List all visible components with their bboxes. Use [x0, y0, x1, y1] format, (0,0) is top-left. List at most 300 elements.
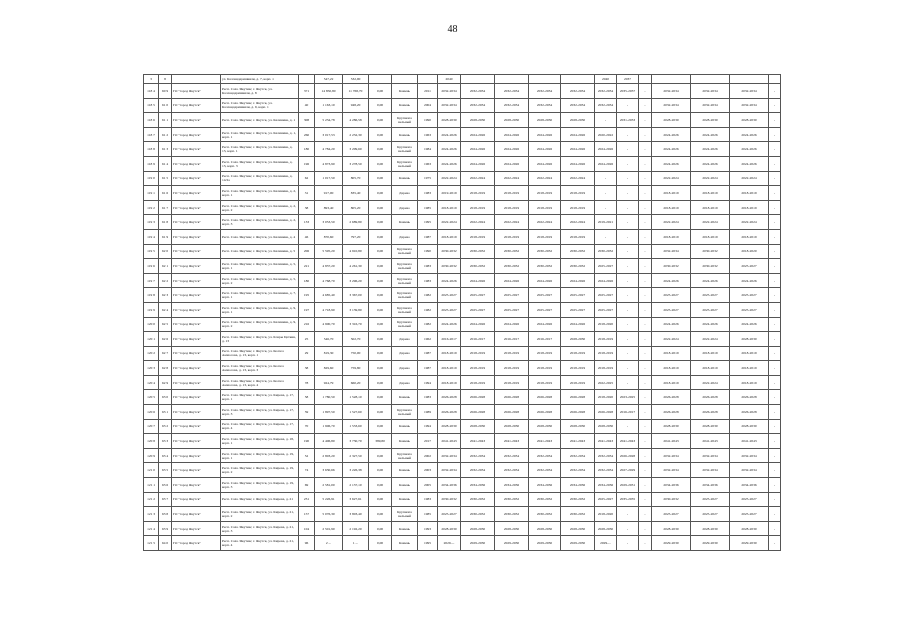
table-cell: 2028-2030 — [691, 113, 730, 128]
table-cell: 502,70 — [343, 332, 369, 347]
table-cell: 2018-2019 — [595, 332, 617, 347]
table-cell: - — [617, 259, 639, 274]
table-cell: 157 — [299, 507, 315, 522]
table-cell: 62 8 — [159, 361, 172, 376]
table-cell: 2035-2037 — [617, 84, 639, 99]
table-cell: 2018-2019 — [438, 361, 461, 376]
table-cell: 2026-2028 — [461, 390, 495, 405]
table-cell: 819,30 — [315, 346, 343, 361]
table-cell: 2018-2019 — [652, 346, 691, 361]
table-cell: Респ. Саха /Якутия/, г. Якутск, ул. Кирова, д. 18, корп. 1 — [221, 434, 299, 449]
table-cell: ГО "город Якутск" — [172, 186, 221, 201]
table-cell: - — [769, 332, 781, 347]
table-cell: 2028-2030 — [438, 419, 461, 434]
table-cell: 2025-2027 — [495, 302, 529, 317]
table-cell: Респ. Саха /Якутия/, г. Якутск, ул. Калландаришвили, д. 8 — [221, 84, 299, 99]
table-cell: Дерево — [392, 332, 418, 347]
table-cell: 2030-2032 — [691, 244, 730, 259]
table-cell: 120 1 — [144, 332, 159, 347]
table-cell: - — [595, 113, 617, 128]
table-row — [144, 434, 781, 449]
table-cell: 2026-2028 — [561, 405, 595, 420]
table-cell: Крупнопа нельный — [392, 113, 418, 128]
table-cell: 0,00 — [369, 332, 392, 347]
table-cell: - — [639, 507, 652, 522]
table-cell: 0,00 — [369, 419, 392, 434]
table-cell: 2024-2026 — [529, 317, 561, 332]
table-cell: - — [617, 142, 639, 157]
table-cell: 0,00 — [369, 375, 392, 390]
table-cell: 3 053,50 — [315, 215, 343, 230]
table-cell: ГО "город Якутск" — [172, 273, 221, 288]
table-cell: 2024-2026 — [561, 156, 595, 171]
table-cell: 2016-2017 — [461, 332, 495, 347]
table-cell: - — [639, 273, 652, 288]
table-cell: 197 — [299, 302, 315, 317]
table-row — [144, 288, 781, 303]
table-cell: 1990 — [418, 113, 438, 128]
table-cell: 2023-2025 — [617, 390, 639, 405]
table-cell: 2018-2019 — [595, 361, 617, 376]
table-cell: 2032-2034 — [561, 463, 595, 478]
table-cell: - — [769, 419, 781, 434]
table-cell: 2022-2024 — [691, 215, 730, 230]
table-cell: 2024-2026 — [461, 317, 495, 332]
table-cell: 1995 — [418, 536, 438, 551]
table-cell: 2018-2019 — [495, 361, 529, 376]
table-cell — [495, 75, 529, 84]
table-cell: 2025-2027 — [461, 302, 495, 317]
table-cell: 0,00 — [369, 113, 392, 128]
table-cell: 2 501,90 — [315, 521, 343, 536]
table-cell: Респ. Саха /Якутия/, г. Якутск, ул. Кирова, д. 17, корп. 4 — [221, 419, 299, 434]
table-cell: 119 8 — [144, 288, 159, 303]
table-cell: 2030-2032 — [495, 259, 529, 274]
table-cell: - — [769, 244, 781, 259]
table-row — [144, 273, 781, 288]
table-cell: 4 873,90 — [315, 156, 343, 171]
table-cell: 2018-2019 — [461, 229, 495, 244]
table-cell: 62 6 — [159, 332, 172, 347]
table-cell: 660,20 — [343, 375, 369, 390]
table-cell: - — [639, 390, 652, 405]
table-cell: 2026-2028 — [652, 405, 691, 420]
table-cell: 2028-2030 — [561, 521, 595, 536]
table-cell: 2022-2024 — [495, 215, 529, 230]
table-cell: - — [617, 375, 639, 390]
table-cell: - — [769, 113, 781, 128]
table-cell: 118 9 — [144, 156, 159, 171]
table-cell: 2030-2032 — [461, 259, 495, 274]
table-cell: 2032-2034 — [691, 98, 730, 113]
table-cell: 5 234,78 — [315, 113, 343, 128]
table-cell: - — [595, 229, 617, 244]
table-cell: 2022-2024 — [561, 215, 595, 230]
table-cell: 2018-2019 — [529, 229, 561, 244]
table-cell: 2029-... — [595, 536, 617, 551]
table-cell: 2018-2019 — [438, 375, 461, 390]
table-cell: Респ. Саха /Якутия/, г. Якутск, ул. Калинина, д. 4 — [221, 229, 299, 244]
table-cell: Крупнопа нельный — [392, 288, 418, 303]
table-cell: 180 — [299, 142, 315, 157]
table-cell: 2032-2034 — [495, 98, 529, 113]
table-cell: 1995 — [418, 215, 438, 230]
table-cell: 2024-2026 — [730, 142, 769, 157]
table-cell: 4 768,70 — [315, 273, 343, 288]
table-cell: 389,80 — [369, 434, 392, 449]
table-cell: 2018-2019 — [438, 200, 461, 215]
table-cell: 2028-2030 — [561, 419, 595, 434]
table-cell: 1993 — [418, 521, 438, 536]
table-cell: 2024-2026 — [730, 156, 769, 171]
table-cell: 2028-2030 — [529, 113, 561, 128]
table-cell: 2 192,20 — [343, 521, 369, 536]
table-row — [144, 156, 781, 171]
table-cell: - — [769, 536, 781, 551]
table-cell: 2025-2027 — [438, 288, 461, 303]
table-cell: 2028-2030 — [461, 113, 495, 128]
table-cell: 0,00 — [369, 361, 392, 376]
table-cell: 1989 — [418, 405, 438, 420]
table-cell: 120 5 — [144, 390, 159, 405]
table-cell: 2025-2027 — [561, 288, 595, 303]
table-cell: 2025-2027 — [461, 288, 495, 303]
table-cell: 74 — [299, 463, 315, 478]
table-cell: 2032-2034 — [495, 463, 529, 478]
table-cell: 2026-2028 — [730, 405, 769, 420]
table-cell: 2025-2027 — [691, 492, 730, 507]
table-cell: 2016-2017 — [495, 332, 529, 347]
table-cell: 118 8 — [144, 142, 159, 157]
table-cell — [392, 75, 418, 84]
table-cell: 121 2 — [144, 492, 159, 507]
table-cell: 2034-2036 — [595, 478, 617, 493]
table-cell: 2 ... — [315, 536, 343, 551]
table-cell: 62 9 — [159, 375, 172, 390]
table-cell: 120 6 — [144, 405, 159, 420]
table-cell: 0,00 — [369, 127, 392, 142]
table-cell: - — [639, 536, 652, 551]
table-cell: 119 1 — [144, 186, 159, 201]
table-cell: 62 — [299, 171, 315, 186]
table-cell: 63 1 — [159, 405, 172, 420]
table-cell: 2030-2032 — [461, 507, 495, 522]
table-cell: 2022-2024 — [438, 215, 461, 230]
table-cell: 2032-2034 — [652, 98, 691, 113]
table-cell: - — [617, 215, 639, 230]
table-cell: 1982 — [418, 317, 438, 332]
table-cell: 180 — [299, 273, 315, 288]
table-cell: 2034-2036 — [461, 478, 495, 493]
table-cell: - — [617, 332, 639, 347]
table-cell: 2018-2019 — [595, 346, 617, 361]
table-row — [144, 507, 781, 522]
table-cell: 2032-2034 — [595, 448, 617, 463]
table-cell: 2040 — [438, 75, 461, 84]
table-cell: - — [617, 536, 639, 551]
table-cell: 4 685,40 — [315, 288, 343, 303]
table-cell: 3 630,66 — [315, 463, 343, 478]
table-cell: 2022-2024 — [691, 171, 730, 186]
table-row — [144, 113, 781, 128]
table-cell: Респ. Саха /Якутия/, г. Якутск, ул. Калинина, д. 7, корп. 1 — [221, 288, 299, 303]
table-cell: 61 9 — [159, 229, 172, 244]
table-cell: 2024-2026 — [438, 273, 461, 288]
table-cell: - — [639, 375, 652, 390]
table-cell: 1975 — [418, 171, 438, 186]
table-cell: 2028-2030 — [438, 113, 461, 128]
table-cell: Камень — [392, 419, 418, 434]
table-cell: 2041-2043 — [730, 434, 769, 449]
table-cell: 2024-2026 — [691, 156, 730, 171]
table-cell: 805,70 — [343, 171, 369, 186]
table-cell: 4 718,90 — [315, 302, 343, 317]
table-cell: 2026-2028 — [652, 390, 691, 405]
table-cell: 2025-2027 — [730, 492, 769, 507]
table-cell: 2024-2026 — [561, 317, 595, 332]
table-cell: 2027-2029 — [617, 463, 639, 478]
table-cell: 120 3 — [144, 361, 159, 376]
table-cell: 2018-2019 — [561, 186, 595, 201]
table-cell: 2018-2019 — [730, 346, 769, 361]
table-cell: 2028-2030 — [529, 521, 561, 536]
table-cell: 2032-2034 — [495, 84, 529, 99]
table-cell: 0,00 — [369, 507, 392, 522]
table-cell: 1983 — [418, 259, 438, 274]
table-cell: 0,00 — [369, 84, 392, 99]
table-cell: 2028-2030 — [652, 113, 691, 128]
table-cell: 3 226,38 — [343, 463, 369, 478]
table-cell: 0,00 — [369, 390, 392, 405]
table-cell — [561, 75, 595, 84]
table-cell: 2029-2030 — [495, 536, 529, 551]
table-cell: 2029-2030 — [730, 536, 769, 551]
table-cell: 2018-2019 — [730, 200, 769, 215]
table-cell: 2030-2032 — [561, 244, 595, 259]
table-cell: 0,00 — [369, 448, 392, 463]
table-cell: 31 — [299, 186, 315, 201]
table-cell: - — [639, 332, 652, 347]
table-cell: 948,20 — [343, 98, 369, 113]
table-cell: 38 — [299, 200, 315, 215]
table-cell: 2024-2026 — [529, 142, 561, 157]
table-cell: - — [769, 142, 781, 157]
table-cell: - — [639, 361, 652, 376]
table-cell: 2030-2032 — [561, 259, 595, 274]
table-cell: 2025-2027 — [438, 302, 461, 317]
table-cell: 870,60 — [315, 229, 343, 244]
table-cell: - — [639, 288, 652, 303]
table-cell: 2018-2019 — [652, 186, 691, 201]
table-cell: 2018-2019 — [652, 229, 691, 244]
table-cell: - — [617, 186, 639, 201]
table-cell: 120 9 — [144, 448, 159, 463]
table-cell: Крупнопа нельный — [392, 259, 418, 274]
table-cell: 2 803,20 — [315, 448, 343, 463]
table-cell: 2029-2030 — [461, 536, 495, 551]
table-cell: 2018-2019 — [529, 200, 561, 215]
table-cell: 2032-2034 — [495, 448, 529, 463]
table-cell: 62 3 — [159, 288, 172, 303]
table-cell: 2024-2026 — [461, 273, 495, 288]
table-cell: Респ. Саха /Якутия/, г. Якутск, ул. Калинина, д. 9, корп. 1 — [221, 302, 299, 317]
table-cell: 2032-2034 — [529, 448, 561, 463]
table-cell: 2028-2030 — [730, 113, 769, 128]
table-cell: 2019-2019 — [438, 186, 461, 201]
table-cell: - — [769, 302, 781, 317]
table-cell: 64 0 — [159, 536, 172, 551]
table-cell: - — [639, 186, 652, 201]
table-cell: 2032-2034 — [691, 463, 730, 478]
table-cell: 2 689,80 — [343, 215, 369, 230]
table-cell: 2 327,50 — [343, 448, 369, 463]
table-cell: 2028-2030 — [730, 419, 769, 434]
table-row — [144, 186, 781, 201]
table-cell: 2022-2024 — [691, 375, 730, 390]
table-cell: ГО "город Якутск" — [172, 361, 221, 376]
table-cell: 25 — [299, 332, 315, 347]
table-cell: 2018-2019 — [461, 375, 495, 390]
table-cell: 2016-2017 — [438, 332, 461, 347]
table-cell: 61 7 — [159, 200, 172, 215]
table-cell: 2026-2028 — [529, 405, 561, 420]
table-cell: ГО "город Якутск" — [172, 215, 221, 230]
table-cell: 0,00 — [369, 521, 392, 536]
table-cell: Респ. Саха /Якутия/, г. Якутск, ул. Кирова, д. 21, корп. 4 — [221, 536, 299, 551]
table-row — [144, 332, 781, 347]
table-cell: - — [769, 478, 781, 493]
table-cell: 1 163,10 — [315, 98, 343, 113]
table-cell: 63 0 — [159, 390, 172, 405]
table-cell: 2032-2034 — [652, 448, 691, 463]
table-cell: 1 528,10 — [343, 390, 369, 405]
table-cell: - — [769, 361, 781, 376]
table-cell: 0,00 — [369, 142, 392, 157]
table-cell: - — [617, 346, 639, 361]
table-cell: 2025-2027 — [595, 288, 617, 303]
table-cell: 2018-2019 — [652, 361, 691, 376]
table-cell: 2024-2026 — [529, 127, 561, 142]
table-cell: 3 296,20 — [343, 273, 369, 288]
table-cell: 2025-2027 — [730, 507, 769, 522]
table-cell: 2024-2026 — [691, 142, 730, 157]
table-cell: Камень — [392, 521, 418, 536]
table-cell: 2029-2030 — [561, 536, 595, 551]
table-cell: Камень — [392, 215, 418, 230]
table-cell: 2018-2019 — [561, 346, 595, 361]
table-cell: 2018-2020 — [595, 390, 617, 405]
table-cell: - — [639, 215, 652, 230]
table-cell: 2024-2026 — [730, 317, 769, 332]
table-row — [144, 448, 781, 463]
table-cell: 0,00 — [369, 273, 392, 288]
table-cell: 2032-2034 — [529, 84, 561, 99]
table-cell: Респ. Саха /Якутия/, г. Якутск, ул. Калинина, д. 1 — [221, 113, 299, 128]
table-cell: 2022-2024 — [652, 171, 691, 186]
table-cell: 2022-2024 — [529, 215, 561, 230]
table-cell: Респ. Саха /Якутия/, г. Якутск, ул. Калинина, д. 13, корп. 3 — [221, 156, 299, 171]
table-cell: - — [769, 375, 781, 390]
table-cell: 2024-2026 — [652, 273, 691, 288]
table-cell: Респ. Саха /Якутия/, г. Якутск, ул. Кирова, д. 21, корп. 2 — [221, 507, 299, 522]
table-cell: 2018-2020 — [730, 244, 769, 259]
table-cell: Крупнопа нельный — [392, 507, 418, 522]
table-cell: - — [617, 244, 639, 259]
table-cell: 2024-2026 — [495, 273, 529, 288]
table-cell: - — [639, 463, 652, 478]
table-cell: 2025-2027 — [730, 288, 769, 303]
table-cell: 2029-... — [438, 536, 461, 551]
table-cell: 206 — [299, 244, 315, 259]
table-cell: 2030-2032 — [495, 507, 529, 522]
table-cell: 2018-2020 — [595, 317, 617, 332]
table-cell: 2018-2019 — [461, 361, 495, 376]
table-cell: 547,22 — [315, 75, 343, 84]
table-cell: Крупнопа нельный — [392, 317, 418, 332]
table-cell: 3 209,60 — [343, 142, 369, 157]
table-row — [144, 492, 781, 507]
table-cell: 308 — [299, 113, 315, 128]
table-cell: 59 — [299, 405, 315, 420]
table-cell: Респ. Саха /Якутия/, г. Якутск, ул. Кирова, д. 17, корп. 1 — [221, 390, 299, 405]
table-cell: - — [769, 229, 781, 244]
table-cell: 2032-2034 — [691, 84, 730, 99]
table-cell: ГО "город Якутск" — [172, 142, 221, 157]
table-cell: 2018-2019 — [529, 346, 561, 361]
table-cell: 2024-2026 — [438, 317, 461, 332]
table-cell: Камень — [392, 492, 418, 507]
table-row — [144, 361, 781, 376]
table-cell: 2032-2034 — [461, 98, 495, 113]
table-cell: 119 4 — [144, 229, 159, 244]
table-cell: Крупнопа нельный — [392, 156, 418, 171]
table-cell: 2028-2030 — [495, 113, 529, 128]
table-cell: 2018-2019 — [495, 229, 529, 244]
table-cell: 1962 — [418, 332, 438, 347]
table-cell: 2026-2028 — [495, 405, 529, 420]
table-cell: 2029-2031 — [617, 478, 639, 493]
table-row — [144, 259, 781, 274]
table-cell: Респ. Саха /Якутия/, г. Якутск, ул. Колхоз Аммосова, д. 13, корп. 3 — [221, 361, 299, 376]
table-cell: Камень — [392, 98, 418, 113]
table-cell: 2032-2034 — [561, 84, 595, 99]
table-cell: 3 316,70 — [343, 317, 369, 332]
table-cell: 2034-2036 — [691, 478, 730, 493]
table-cell: 2030-2032 — [438, 492, 461, 507]
table-cell: 2032-2034 — [730, 84, 769, 99]
table-cell: 2032-2034 — [438, 84, 461, 99]
table-cell: 546,70 — [315, 332, 343, 347]
table-cell: 2018-2019 — [461, 200, 495, 215]
table-cell: ГО "город Якутск" — [172, 244, 221, 259]
table-cell: - — [639, 434, 652, 449]
table-cell: 1 017,50 — [315, 171, 343, 186]
table-cell: - — [639, 405, 652, 420]
table-cell: 4 837,20 — [315, 259, 343, 274]
table-cell: - — [617, 521, 639, 536]
table-cell: 0,00 — [369, 200, 392, 215]
table-cell: 2024-2026 — [438, 142, 461, 157]
table-cell: - — [639, 171, 652, 186]
table-cell: ГО "город Якутск" — [172, 317, 221, 332]
table-cell: 2024-2026 — [561, 273, 595, 288]
table-cell: 2024-2026 — [595, 156, 617, 171]
table-cell: 2018-2019 — [561, 361, 595, 376]
table-cell: ГО "город Якутск" — [172, 390, 221, 405]
table-cell — [461, 75, 495, 84]
table-cell: 2030-2032 — [461, 492, 495, 507]
table-cell: 4 910,80 — [343, 244, 369, 259]
